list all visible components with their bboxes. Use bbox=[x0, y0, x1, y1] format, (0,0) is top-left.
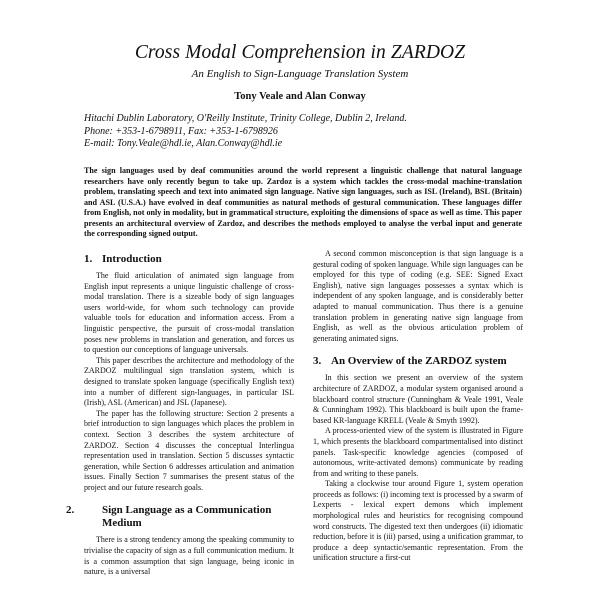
right-column bbox=[313, 249, 523, 564]
affiliation-address: Hitachi Dublin Laboratory, O'Reilly Institute, Trinity College, Dublin 2, Ireland. bbox=[84, 113, 407, 124]
section-title: Sign Language as a Communication Medium bbox=[102, 504, 272, 530]
affiliation-email: E-mail: Tony.Veale@hdl.ie, Alan.Conway@hdl.ie bbox=[84, 138, 283, 149]
paper-title: Cross Modal Comprehension in ZARDOZ bbox=[134, 42, 466, 63]
paragraph: There is a strong tendency among the speaking community to trivialise the capacity of sign as a full communication medium. It is a common assumption that sign language, being iconic in nature, is a universal bbox=[84, 535, 294, 577]
section-title: An Overview of the ZARDOZ system bbox=[331, 355, 507, 368]
paragraph: Taking a clockwise tour around Figure 1, system operation proceeds as follows: (i) incoming text is processed by a swarm of Lexperts - lexical expert demons which implement morphological rules and heuristics for recognising compound word constructs. The digested text then undergoes (ii) idiomatic reduction, before it is (iii) parsed, using a unification grammar, to produce a deep syntactic/semantic representation. From the unification structure a first-cut bbox=[313, 479, 523, 563]
paper-subtitle: An English to Sign-Language Translation System bbox=[191, 68, 409, 80]
section-number: 1. bbox=[84, 253, 93, 265]
paragraph: A second common misconception is that sign language is a gestural coding of spoken language. While sign languages can be employed for this type of coding (e.g. SEE: Signed Exact English), native sign languages possesses a syntax which is independent of any spoken language, and is considerably better adapted to manual communication. Thus there is a genuine translation problem in generating native sign language from English, as well as the obvious articulation problem of generating animated signs. bbox=[313, 249, 523, 343]
affiliation-block bbox=[84, 113, 554, 151]
section-heading-overview bbox=[313, 355, 523, 368]
left-column bbox=[66, 249, 294, 578]
section-title: Introduction bbox=[102, 253, 162, 265]
affiliation-phone: Phone: +353-1-6798911, Fax: +353-1-6798926 bbox=[84, 125, 278, 137]
section-heading-sign-language bbox=[66, 504, 294, 530]
paragraph: The paper has the following structure: Section 2 presents a brief introduction to sign languages which places the problem in context. Section 3 describes the system architecture of ZARDOZ. Section 4 discusses the conceptual Interlingua representation used in translation. Section 5 discusses syntactic generation, while Section 6 addresses articulation and animation issues. Finally Section 7 summarises the present status of the project and our future research goals. bbox=[84, 408, 294, 492]
paragraph: The fluid articulation of animated sign language from English input represents a unique linguistic challenge of cross-modal translation. There is a sizeable body of sign languages users world-wide, for whom such technology can provide valuable tools for education and information access. From a linguistic perspective, the pursuit of cross-modal translation poses new problems in translation and generation, and forces us to question our conceptions of language universals. bbox=[84, 271, 294, 355]
section-heading-introduction bbox=[84, 253, 294, 266]
abstract: The sign languages used by deaf communities around the world represent a linguistic challenge that natural language researchers have only recently begun to take up. Zardoz is a system which tackles the cross-modal machine-translation problem, translating speech and text into animated sign language. Native sign languages, such as ISL (Ireland), BSL (Britain) and ASL (U.S.A.) have evolved in deaf communities as natural methods of gestural communication. These languages differ from English, not only in modality, but in grammatical structure, exploiting the dimensions of space as well as time. This paper presents an architectural overview of Zardoz, and describes the methods employed to analyse the verbal input and generate the corresponding signed output. bbox=[84, 166, 522, 238]
section-number: 3. bbox=[313, 355, 322, 368]
paragraph: In this section we present an overview of the system architecture of ZARDOZ, a modular system organised around a blackboard control structure (Cunningham & Veale 1991, Veale & Cunningham 1992). This blackboard is built upon the frame-based KR-language KRELL (Veale & Smyth 1992). bbox=[313, 373, 523, 425]
section-number: 2. bbox=[66, 504, 75, 517]
paragraph: This paper describes the architecture and methodology of the ZARDOZ multilingual sign translation system, which is designed to translate spoken language (specifically English text) into a number of different sign-languages, in particular ISL (Irish), ASL (American) and JSL (Japanese). bbox=[84, 355, 294, 408]
paper-authors: Tony Veale and Alan Conway bbox=[234, 91, 366, 102]
paragraph: A process-oriented view of the system is illustrated in Figure 1, which presents the blackboard compartmentalised into distinct panels. Task-specific knowledge agencies (composed of autonomous, write-activated demons) communicate by reading from and writing to these panels. bbox=[313, 426, 523, 478]
